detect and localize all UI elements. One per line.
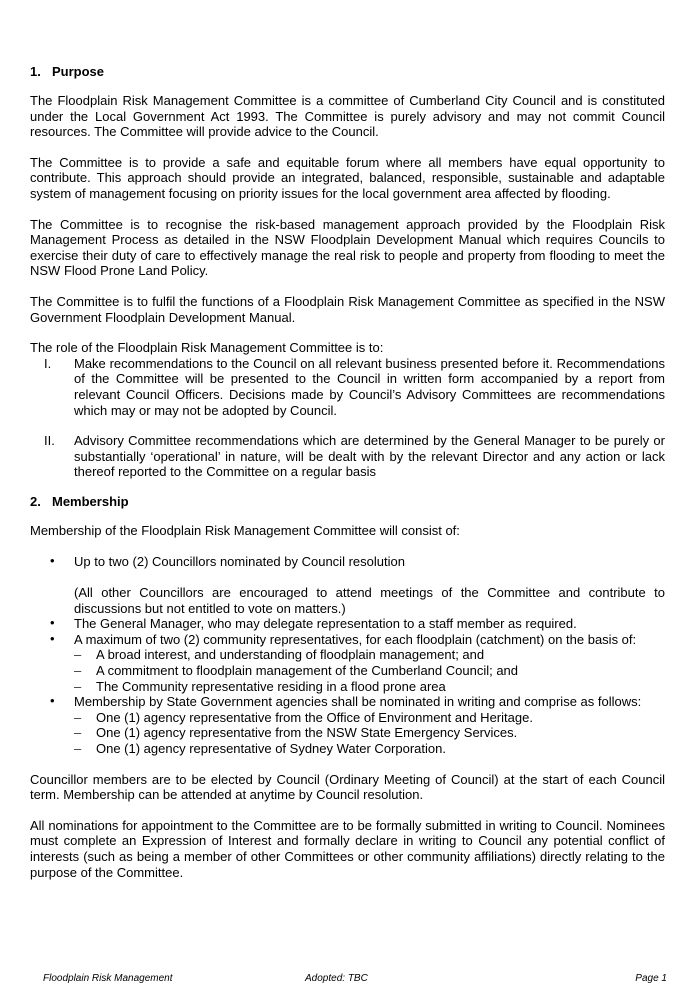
section-number: 2.	[30, 493, 41, 509]
sub-list-item-text: One (1) agency representative from the Office of Environment and Heritage.	[96, 709, 533, 725]
election-paragraph: Councillor members are to be elected by Council (Ordinary Meeting of Council) at the start of each Council term. Membership can be attended at anytime by Council resolution.	[30, 771, 665, 803]
section-title: Purpose	[52, 64, 105, 79]
dash-marker: –	[74, 725, 82, 741]
role-text: Advisory Committee recommendations which are determined by the General Manager to be purely or substantially ‘operational’ in nature, will be dealt with by the relevant Director and any action or lack thereof reported to the Committee on a regular basis	[74, 433, 665, 480]
list-item	[30, 632, 665, 648]
bullet-marker: •	[50, 693, 55, 709]
section-number: 1.	[30, 64, 41, 79]
dash-marker: –	[74, 663, 82, 679]
sub-list-item	[30, 679, 665, 695]
bullet-marker: •	[50, 553, 55, 569]
sub-list-item-text: One (1) agency representative from the NSW State Emergency Services.	[96, 725, 518, 741]
sub-list-item	[30, 647, 665, 663]
sub-list-item	[30, 663, 665, 679]
footer-document-title: Floodplain Risk Management	[43, 973, 173, 984]
membership-intro: Membership of the Floodplain Risk Management Committee will consist of:	[30, 522, 460, 538]
document-page	[30, 63, 665, 880]
role-item	[30, 433, 665, 480]
roman-numeral: II.	[44, 433, 55, 449]
purpose-paragraph: The Floodplain Risk Management Committee is a committee of Cumberland City Council and is constituted under the Local Government Act 1993. The Committee is purely advisory and may not commit Council resources. The Committee will provide advice to the Council.	[30, 93, 665, 140]
list-item	[30, 554, 665, 570]
section-heading-purpose	[30, 63, 665, 81]
roman-numeral: I.	[44, 355, 52, 371]
list-item-text: Membership by State Government agencies shall be nominated in writing and comprise as follows:	[74, 694, 642, 710]
section-title: Membership	[52, 493, 129, 509]
purpose-paragraph: The Committee is to recognise the risk-based management approach provided by the Floodplain Risk Management Process as detailed in the NSW Floodplain Development Manual which requires Councils to exercise their duty of care to effectively manage the real risk to people and property from flooding to meet the NSW Flood Prone Land Policy.	[30, 216, 665, 279]
list-item	[30, 694, 665, 710]
purpose-paragraph: The Committee is to provide a safe and equitable forum where all members have equal opportunity to contribute. This approach should provide an integrated, balanced, responsible, sustainable and adaptable system of management focusing on priority issues for the local government area affected by flooding.	[30, 154, 665, 201]
nominations-paragraph: All nominations for appointment to the Committee are to be formally submitted in writing to Council. Nominees must complete an Expression of Interest and formally declare in writing to Council any potential conflict of interests (such as being a member of other Committees or other community affiliations) directly relating to the purpose of the Committee.	[30, 817, 665, 880]
membership-list	[30, 554, 665, 756]
role-intro: The role of the Floodplain Risk Management Committee is to:	[30, 340, 384, 356]
sub-list-item	[30, 725, 665, 741]
list-item-text: A maximum of two (2) community representatives, for each floodplain (catchment) on the basis of:	[74, 631, 637, 647]
dash-marker: –	[74, 647, 82, 663]
sub-list-item-text: One (1) agency representative of Sydney Water Corporation.	[96, 741, 446, 756]
role-item	[30, 356, 665, 418]
sub-list-item	[30, 710, 665, 726]
list-item-text: Up to two (2) Councillors nominated by Council resolution	[74, 554, 405, 570]
dash-marker: –	[74, 709, 82, 725]
dash-marker: –	[74, 678, 82, 694]
sub-list-item-text: A commitment to floodplain management of the Cumberland Council; and	[96, 663, 519, 679]
dash-marker: –	[74, 741, 82, 756]
page-footer	[43, 973, 667, 987]
footer-page-number: Page 1	[635, 973, 667, 984]
role-list	[30, 356, 665, 480]
purpose-paragraph: The Committee is to fulfil the functions of a Floodplain Risk Management Committee as specified in the NSW Government Floodplain Development Manual.	[30, 293, 665, 325]
sub-list-item	[30, 741, 665, 757]
footer-adopted: Adopted: TBC	[305, 973, 368, 984]
list-item-text: The General Manager, who may delegate representation to a staff member as required.	[74, 616, 577, 632]
bullet-marker: •	[50, 630, 55, 646]
councillor-note: (All other Councillors are encouraged to attend meetings of the Committee and contribute to discussions but not entitled to vote on matters.)	[74, 585, 665, 616]
list-item	[30, 616, 665, 632]
sub-list-item-text: A broad interest, and understanding of floodplain management; and	[96, 647, 485, 663]
bullet-marker: •	[50, 615, 55, 631]
sub-list-item-text: The Community representative residing in a flood prone area	[96, 678, 446, 694]
role-text: Make recommendations to the Council on all relevant business presented before it. Recommendations of the Committee will be presented to the Council in written form accompanied by a report from relevant Council Officers. Decisions made by Council’s Advisory Committees are recommendations which may or may not be adopted by Council.	[74, 355, 665, 418]
section-heading-membership	[30, 493, 665, 511]
